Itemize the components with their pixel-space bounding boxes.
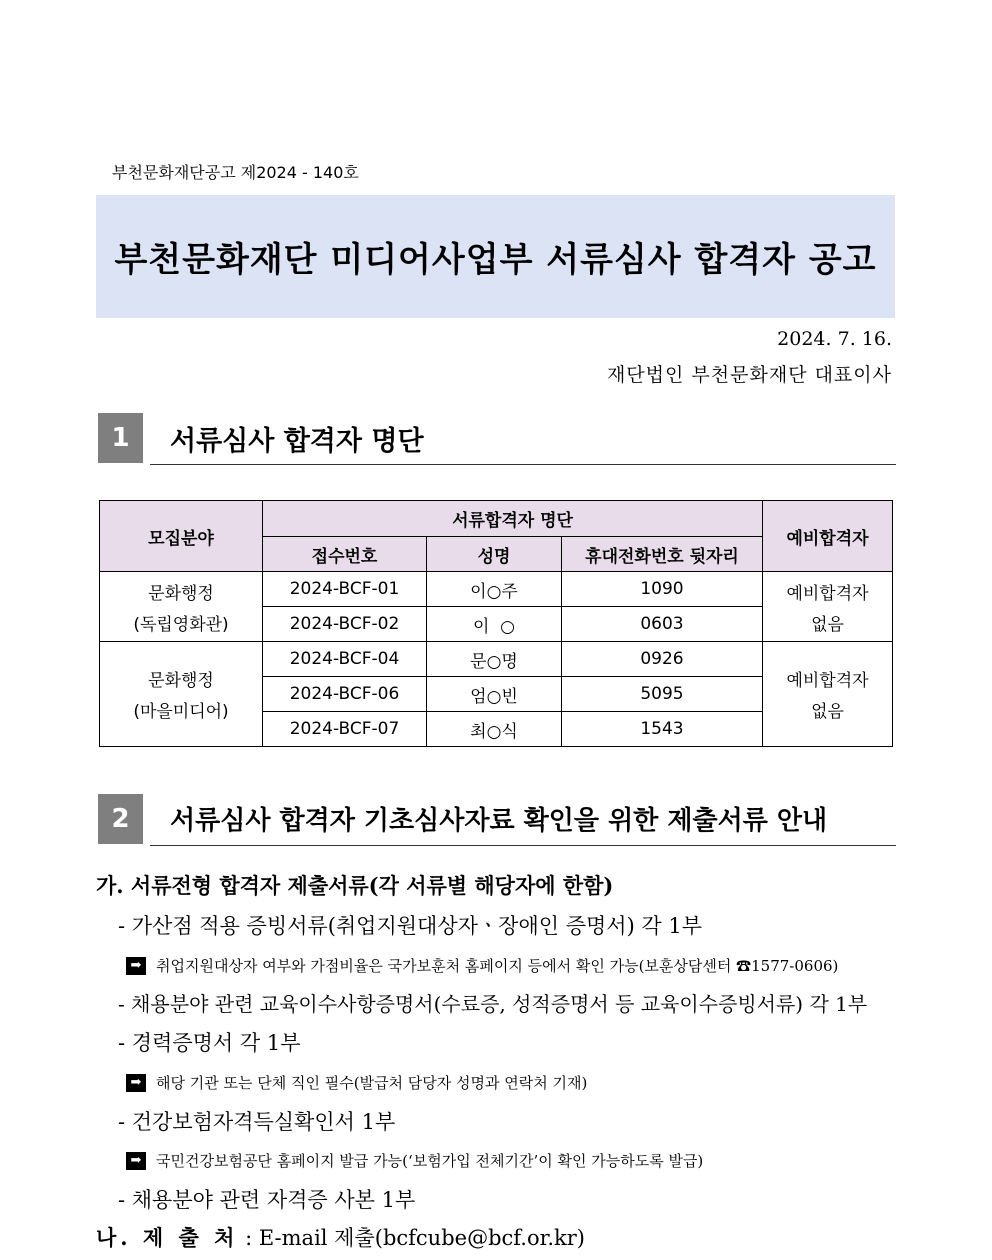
title-banner [96,195,895,318]
header-receipt-no: 접수번호 [263,537,427,572]
table-row [100,642,893,677]
receipt-no-cell: 2024-BCF-07 [263,712,427,747]
submission-note-4: ➡ 국민건강보험공단 홈페이지 발급 가능(‘보험가입 전체기간’이 확인 가능하도록 발급) [126,1150,703,1171]
receipt-no-cell: 2024-BCF-01 [263,572,427,607]
section-1-title: 서류심사 합격자 명단 [170,426,424,457]
phone-cell: 5095 [562,677,763,712]
submission-heading-b-label: 나. 제 출 처 [96,1225,239,1250]
name-cell: 최○식 [427,712,562,747]
issuer: 재단법인 부천문화재단 대표이사 [606,364,892,386]
receipt-no-cell: 2024-BCF-04 [263,642,427,677]
arrow-right-box-icon: ➡ [126,1074,146,1092]
submission-item-4: - 건강보험자격득실확인서 1부 [118,1110,396,1134]
submission-heading-a: 가. 서류전형 합격자 제출서류(각 서류별 해당자에 한함) [96,873,614,898]
table-row [100,572,893,607]
reserve-cell: 예비합격자 없음 [763,642,893,747]
receipt-no-cell: 2024-BCF-02 [263,607,427,642]
arrow-right-box-icon: ➡ [126,1152,146,1170]
name-cell: 엄○빈 [427,677,562,712]
phone-cell: 0926 [562,642,763,677]
arrow-right-box-icon: ➡ [126,957,146,975]
header-phone-last: 휴대전화번호 뒷자리 [562,537,763,572]
header-name: 성명 [427,537,562,572]
submission-note-1: ➡ 취업지원대상자 여부와 가점비율은 국가보훈처 홈페이지 등에서 확인 가능(보훈상담센터 ☎1577-0606) [126,955,838,976]
result-table [99,500,893,747]
section-1-number: 1 [98,413,143,463]
section-2-title: 서류심사 합격자 기초심사자료 확인을 위한 제출서류 안내 [170,806,828,836]
field-cell: 문화행정 (독립영화관) [100,572,263,642]
section-1-header [98,413,896,465]
submission-item-3: - 경력증명서 각 1부 [118,1031,301,1055]
section-1-divider [150,464,896,465]
section-2-header [98,794,896,846]
phone-cell: 0603 [562,607,763,642]
reserve-cell: 예비합격자 없음 [763,572,893,642]
submission-note-3: ➡ 해당 기관 또는 단체 직인 필수(발급처 담당자 성명과 연락처 기재) [126,1072,587,1093]
submission-item-5: - 채용분야 관련 자격증 사본 1부 [118,1188,416,1212]
section-2-divider [150,845,896,846]
notice-number: 부천문화재단공고 제2024 - 140호 [112,163,359,182]
page-title: 부천문화재단 미디어사업부 서류심사 합격자 공고 [114,240,877,280]
field-cell: 문화행정 (마을미디어) [100,642,263,747]
header-field: 모집분야 [100,501,263,572]
submission-item-2: - 채용분야 관련 교육이수사항증명서(수료증, 성적증명서 등 교육이수증빙서류) 각 1부 [118,992,868,1016]
phone-cell: 1090 [562,572,763,607]
phone-cell: 1543 [562,712,763,747]
header-list-group: 서류합격자 명단 [263,501,763,537]
header-reserve: 예비합격자 [763,501,893,572]
submission-heading-b [96,1222,585,1252]
name-cell: 문○명 [427,642,562,677]
section-2-number: 2 [98,794,143,844]
submission-item-1: - 가산점 적용 증빙서류(취업지원대상자ㆍ장애인 증명서) 각 1부 [118,914,703,938]
submission-email: : E-mail 제출(bcfcube@bcf.or.kr) [245,1226,585,1250]
name-cell: 이 ○ [427,607,562,642]
name-cell: 이○주 [427,572,562,607]
notice-date: 2024. 7. 16. [777,328,892,350]
receipt-no-cell: 2024-BCF-06 [263,677,427,712]
